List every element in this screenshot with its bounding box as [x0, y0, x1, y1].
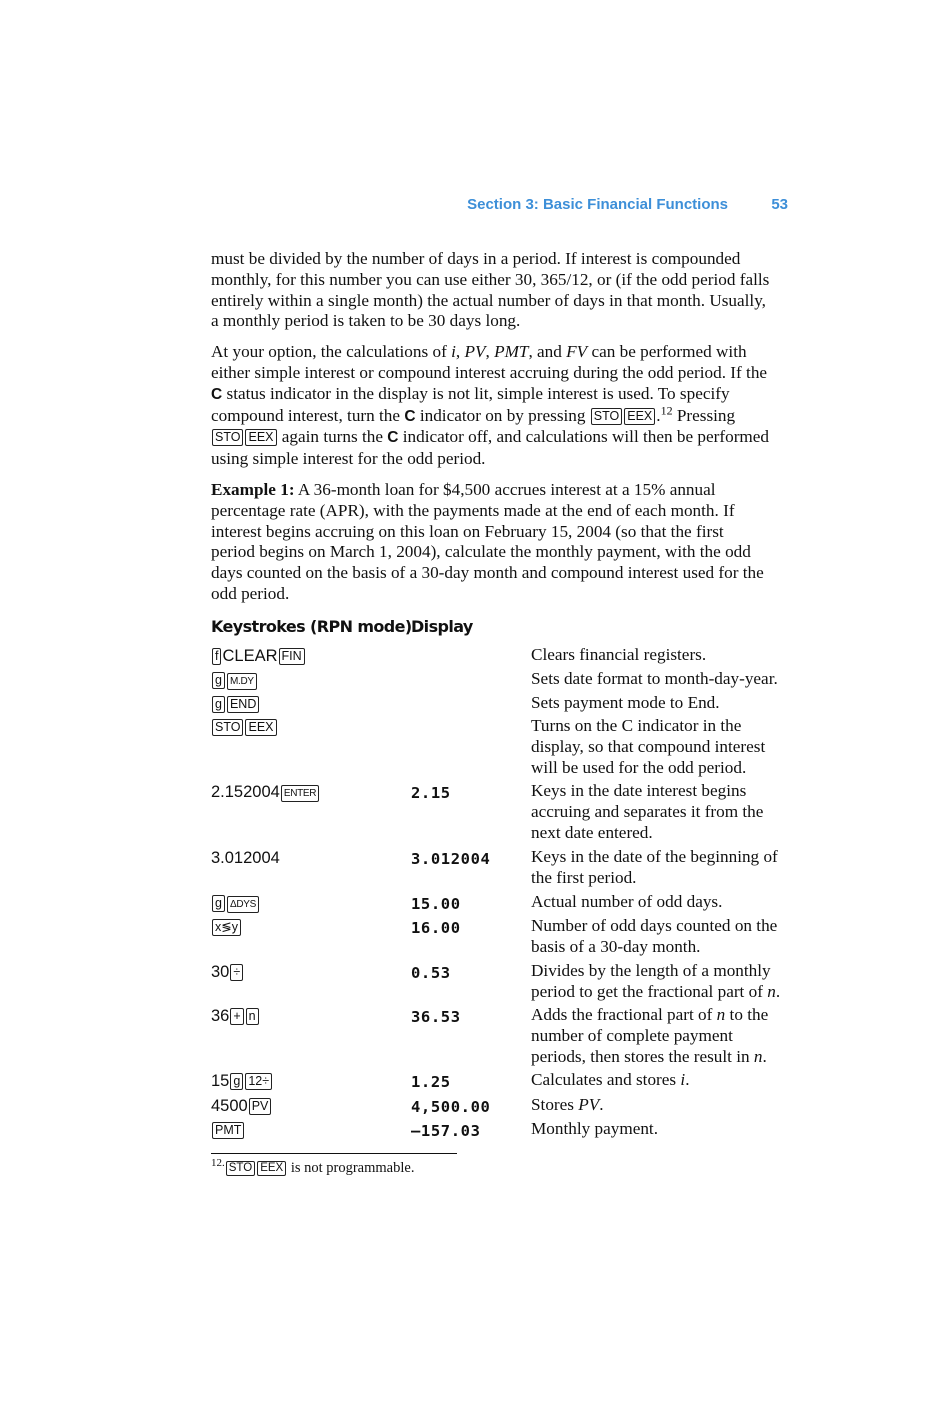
- g-key: g: [230, 1073, 243, 1090]
- divide-key: ÷: [230, 964, 243, 981]
- var-italic: n: [753, 1046, 763, 1066]
- keystrokes: [211, 848, 280, 869]
- text-line: the first period.: [531, 867, 637, 887]
- text-line: must be divided by the number of days in a period. If interest is compounded: [211, 249, 741, 268]
- clear-label: CLEAR: [222, 647, 278, 665]
- running-header: [211, 194, 788, 216]
- col-display-header: Display: [411, 617, 473, 636]
- text-run: .: [656, 405, 661, 425]
- typed-number: 36: [211, 1007, 230, 1025]
- text-run: Pressing: [672, 405, 736, 425]
- table-row: [211, 780, 801, 846]
- c-indicator: C: [404, 407, 416, 425]
- text-line: odd period.: [211, 583, 290, 603]
- table-row: [211, 846, 801, 891]
- text-line: Clears financial registers.: [531, 645, 707, 664]
- text-line: period begins on March 1, 2004), calculate the monthly payment, with the odd: [211, 542, 751, 562]
- c-indicator: C: [211, 385, 223, 403]
- var-italic: i: [680, 1070, 686, 1089]
- display-value: 2.15: [411, 784, 451, 802]
- footnote-text: is not programmable.: [287, 1160, 415, 1176]
- text-line: periods, then stores the result in n.: [531, 1046, 767, 1066]
- sto-key: STO: [226, 1161, 255, 1176]
- var-italic: n: [767, 981, 776, 1001]
- text-line: number of complete payment: [531, 1025, 733, 1045]
- eex-key: EEX: [245, 719, 276, 736]
- table-row: [211, 644, 801, 668]
- typed-number: 2.152004: [211, 783, 280, 801]
- text-line: Number of odd days counted on the: [531, 916, 778, 935]
- text-run: A 36-month loan for $4,500 accrues interest at a 15% annual: [294, 479, 716, 499]
- display-value: 1.25: [411, 1073, 451, 1091]
- text-run: ,: [485, 342, 495, 362]
- fin-key: FIN: [279, 648, 305, 665]
- text-line: basis of a 30-day month.: [531, 936, 701, 956]
- description: [531, 915, 801, 958]
- description: [531, 715, 801, 778]
- display-value: –157.03: [411, 1122, 481, 1140]
- text-line: Calculates and stores i.: [531, 1070, 690, 1089]
- page-number: 53: [771, 196, 788, 213]
- display-value: 15.00: [411, 895, 461, 913]
- text-line: next date entered.: [531, 822, 653, 842]
- text-line: Stores PV.: [531, 1095, 604, 1114]
- display-value: 0.53: [411, 964, 451, 982]
- display-value: 4,500.00: [411, 1098, 491, 1116]
- sto-key: STO: [212, 719, 243, 736]
- keystrokes: [211, 1096, 272, 1117]
- text-run: indicator off, and calculations will then be performed: [398, 427, 770, 447]
- text-line: monthly, for this number you can use either 30, 365/12, or (if the odd period falls: [211, 269, 770, 289]
- text-line: either simple interest or compound interest accruing during the odd period. If the: [211, 362, 768, 382]
- description: [531, 668, 801, 690]
- text-run: can be performed with: [587, 342, 747, 362]
- description: [531, 1118, 801, 1140]
- g-key: g: [212, 696, 225, 713]
- section-title: Section 3: Basic Financial Functions: [467, 196, 728, 213]
- keystrokes: [211, 1120, 245, 1141]
- text-line: Turns on the C indicator in the: [531, 716, 742, 735]
- table-header: [211, 614, 801, 644]
- text-line: a monthly period is taken to be 30 days long.: [211, 311, 521, 331]
- table-row: [211, 1118, 801, 1142]
- typed-number: 15: [211, 1072, 230, 1090]
- paragraph-simple-vs-compound: [211, 342, 791, 470]
- display-value: 3.012004: [411, 850, 491, 868]
- example-paragraph: [211, 480, 791, 605]
- text-line: [211, 342, 791, 363]
- description: [531, 891, 801, 913]
- text-line: Actual number of odd days.: [531, 892, 723, 911]
- eex-key: EEX: [624, 408, 655, 425]
- text-line: accruing and separates it from the: [531, 801, 764, 821]
- plus-key: +: [230, 1008, 243, 1025]
- text-run: ,: [455, 342, 465, 362]
- text-line: Keys in the date of the beginning of: [531, 847, 778, 866]
- text-line: Monthly payment.: [531, 1119, 658, 1138]
- pmt-key: PMT: [212, 1122, 244, 1139]
- footnote-ref: 12: [660, 402, 673, 417]
- text-line: days counted on the basis of a 30-day month and compound interest used for the: [211, 563, 764, 583]
- text-line: Sets date format to month-day-year.: [531, 669, 778, 688]
- eex-key: EEX: [257, 1161, 286, 1176]
- table-row: [211, 960, 801, 1004]
- keystrokes: [211, 670, 258, 691]
- footnote: [211, 1157, 415, 1177]
- display-value: 16.00: [411, 919, 461, 937]
- pv-key: PV: [249, 1098, 272, 1115]
- description: [531, 846, 801, 889]
- description: [531, 644, 801, 666]
- keystrokes: [211, 694, 260, 715]
- body-text: [211, 249, 791, 615]
- description: [531, 1094, 801, 1116]
- twelve-divide-key: 12÷: [245, 1073, 272, 1090]
- text-line: using simple interest for the odd period.: [211, 449, 486, 469]
- delta-dys-key: ΔDYS: [227, 896, 259, 913]
- table-row: [211, 915, 801, 960]
- table-row: [211, 668, 801, 692]
- sto-key: STO: [591, 408, 622, 425]
- text-run: At your option, the calculations of: [211, 342, 452, 362]
- mdy-key: M.DY: [227, 673, 257, 690]
- n-key: n: [246, 1008, 259, 1025]
- keystrokes: [211, 917, 242, 938]
- end-key: END: [227, 696, 259, 713]
- footnote-divider: [211, 1153, 457, 1154]
- text-line: period to get the fractional part of n.: [531, 981, 781, 1001]
- text-line: Divides by the length of a monthly: [531, 961, 771, 980]
- text-line: entirely within a single month) the actual number of days in that month. Usually,: [211, 290, 766, 310]
- text-line: [211, 480, 791, 501]
- text-line: Sets payment mode to End.: [531, 693, 720, 712]
- keystroke-table: [211, 614, 801, 1142]
- col-keystrokes-header: Keystrokes (RPN mode): [211, 617, 412, 636]
- keystrokes: [211, 646, 306, 667]
- keystrokes: [211, 717, 278, 738]
- var-italic: PV: [578, 1095, 600, 1114]
- sto-key: STO: [212, 429, 243, 446]
- var-i: i: [451, 342, 456, 362]
- var-fv: FV: [566, 342, 588, 362]
- table-row: [211, 1094, 801, 1118]
- display-value: 36.53: [411, 1008, 461, 1026]
- x-exchange-y-key: x≶y: [212, 919, 241, 936]
- text-line: Keys in the date interest begins: [531, 781, 747, 800]
- description: [531, 1069, 801, 1091]
- f-key: f: [212, 648, 221, 665]
- description: [531, 960, 801, 1003]
- text-run: indicator on by pressing: [415, 405, 590, 425]
- keystrokes: [211, 893, 260, 914]
- example-label: Example 1:: [211, 479, 295, 499]
- keystrokes: [211, 782, 320, 803]
- typed-number: 3.012004: [211, 849, 280, 867]
- var-pmt: PMT: [494, 342, 529, 362]
- text-line: will be used for the odd period.: [531, 757, 747, 777]
- table-row: [211, 1069, 801, 1094]
- text-line: interest begins accruing on this loan on February 15, 2004 (so that the first: [211, 521, 724, 541]
- text-line: Adds the fractional part of n to the: [531, 1005, 769, 1024]
- description: [531, 1004, 801, 1067]
- g-key: g: [212, 895, 225, 912]
- table-row: [211, 692, 801, 715]
- typed-number: 30: [211, 963, 230, 981]
- g-key: g: [212, 672, 225, 689]
- typed-number: 4500: [211, 1097, 248, 1115]
- table-row: [211, 891, 801, 915]
- keystrokes: [211, 962, 244, 983]
- description: [531, 692, 801, 714]
- enter-key: ENTER: [281, 785, 319, 802]
- text-line: [211, 402, 791, 428]
- text-line: [211, 384, 791, 406]
- text-run: status indicator in the display is not lit, simple interest is used. To specify: [222, 383, 730, 403]
- paragraph-odd-period-days: [211, 249, 791, 332]
- var-pv: PV: [464, 342, 486, 362]
- text-line: [211, 427, 791, 449]
- text-line: percentage rate (APR), with the payments made at the end of each month. If: [211, 500, 735, 520]
- text-line: display, so that compound interest: [531, 736, 766, 756]
- description: [531, 780, 801, 843]
- eex-key: EEX: [245, 429, 276, 446]
- var-italic: n: [716, 1005, 726, 1024]
- keystrokes: [211, 1071, 273, 1092]
- text-run: again turns the: [277, 427, 388, 447]
- footnote-number: 12.: [211, 1157, 225, 1170]
- text-run: , and: [528, 342, 567, 362]
- keystrokes: [211, 1006, 260, 1027]
- c-indicator: C: [387, 429, 399, 447]
- text-run: compound interest, turn the: [211, 405, 405, 425]
- table-row: [211, 715, 801, 780]
- table-row: [211, 1004, 801, 1069]
